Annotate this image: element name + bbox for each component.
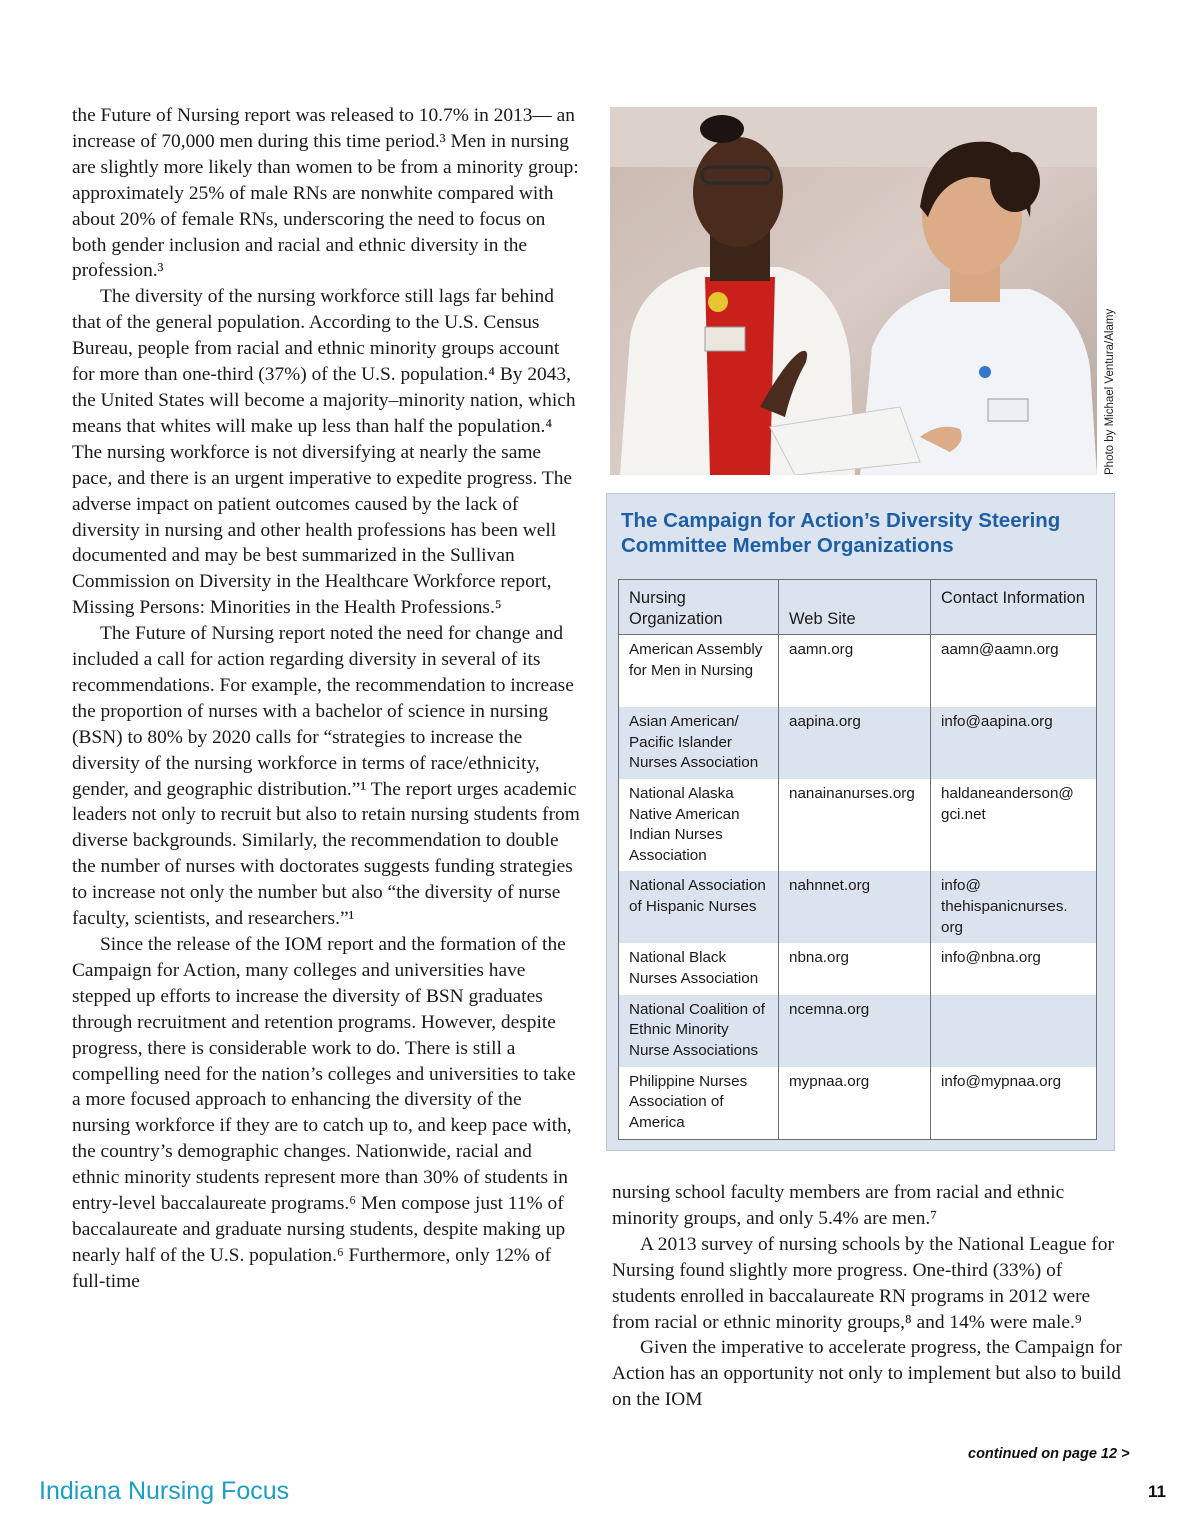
organization-contact: aamn@aamn.org [931,635,1097,708]
sidebar-title: The Campaign for Action’s Diversity Steering Committee Member Organizations [621,509,1061,557]
organizations-table [618,579,1097,1140]
table-header-row [619,580,1097,635]
continued-note: continued on page 12 > [968,1446,1130,1462]
organization-name: National Black Nurses Association [619,943,779,994]
table-row [619,635,1097,708]
organization-contact: info@ thehispanicnurses. org [931,871,1097,943]
body-paragraph: The Future of Nursing report noted the need for change and included a call for action regarding diversity in several of its recommendations. For example, the recommendation to increase the proportion of nurses with a bachelor of science in nursing (BSN) to 80% by 2020 calls for “strategies to increase the diversity of the nursing workforce in terms of race/ethnicity, gender, and geographic distribution.”¹ The report urges academic leaders not only to recruit but also to retain nursing students from diverse backgrounds. Similarly, the recommendation to double the number of nurses with doctorates suggests funding strategies to increase not only the number but also “the diversity of nurse faculty, scientists, and researchers.”¹ [72,623,580,930]
publication-title: Indiana Nursing Focus [39,1477,290,1505]
organization-contact: info@nbna.org [931,943,1097,994]
organization-name: American Assembly for Men in Nursing [619,635,779,708]
photo-credit: Photo by Michael Ventura/Alamy [1104,308,1116,475]
body-paragraph: A 2013 survey of nursing schools by the National League for Nursing found slightly more progress. One-third (33%) of students enrolled in baccalaureate RN programs in 2012 were from racial or ethnic minority groups,⁸ and 14% were male.⁹ [612,1233,1114,1333]
organization-website: mypnaa.org [779,1067,931,1140]
organization-website: ncemna.org [779,995,931,1067]
right-column [612,1180,1127,1413]
table-row [619,995,1097,1067]
organization-name: Philippine Nurses Association of America [619,1067,779,1140]
body-paragraph: The diversity of the nursing workforce still lags far behind that of the general population. According to the U.S. Census Bureau, people from racial and ethnic minority groups account for more than one-third (37%) of the U.S. population.⁴ By 2043, the United States will become a majority–minority nation, which means that whites will make up less than half the population.⁴ The nursing workforce is not diversifying at nearly the same pace, and there is an urgent imperative to expedite progress. The adverse impact on patient outcomes caused by the lack of diversity in nursing and other health professions has been well documented and may be best summarized in the Sullivan Commission on Diversity in the Healthcare Workforce report, Missing Persons: Minorities in the Health Professions.⁵ [72,286,576,619]
page-number: 11 [1148,1482,1166,1501]
organization-website: aamn.org [779,635,931,708]
body-paragraph: Since the release of the IOM report and the formation of the Campaign for Action, many colleges and universities have stepped up efforts to increase the diversity of BSN graduates through recruitment and retention programs. However, despite progress, there is considerable work to do. There is still a compelling need for the nation’s colleges and universities to take a more focused approach to enhancing the diversity of the nursing workforce if they are to catch up to, and keep pace with, the country’s demographic changes. Nationwide, racial and ethnic minority students represent more than 30% of students in entry-level baccalaureate programs.⁶ Men compose just 11% of baccalaureate and graduate nursing students, despite making up nearly half of the U.S. population.⁶ Furthermore, only 12% of full-time [72,934,576,1292]
column-header: Contact Information [931,580,1097,635]
table-row [619,871,1097,943]
left-column [72,103,582,1295]
table-row [619,779,1097,871]
column-header: Nursing Organization [619,580,779,635]
organization-contact: haldaneanderson@ gci.net [931,779,1097,871]
organization-name: National Coalition of Ethnic Minority Nurse Associations [619,995,779,1067]
nurses-photo [610,107,1097,475]
body-paragraph: nursing school faculty members are from racial and ethnic minority groups, and only 5.4% are men.⁷ [612,1182,1065,1229]
organization-website: aapina.org [779,707,931,779]
organization-website: nanainanurses.org [779,779,931,871]
organization-website: nbna.org [779,943,931,994]
table-row [619,1067,1097,1140]
organization-contact: info@mypnaa.org [931,1067,1097,1140]
diversity-committee-sidebar [606,493,1115,1151]
nurses-photo-illustration [610,107,1097,475]
organization-name: National Alaska Native American Indian Nurses Association [619,779,779,871]
body-paragraph: Given the imperative to accelerate progress, the Campaign for Action has an opportunity not only to implement but also to build on the IOM [612,1337,1122,1411]
organization-contact [931,995,1097,1067]
column-header: Web Site [779,580,931,635]
organization-contact: info@aapina.org [931,707,1097,779]
body-paragraph: the Future of Nursing report was released to 10.7% in 2013— an increase of 70,000 men during this time period.³ Men in nursing are slightly more likely than women to be from a minority group: approximately 25% of male RNs are nonwhite compared with about 20% of female RNs, underscoring the need to focus on both gender inclusion and racial and ethnic diversity in the profession.³ [72,105,579,282]
organization-name: Asian American/ Pacific Islander Nurses Association [619,707,779,779]
organization-name: National Association of Hispanic Nurses [619,871,779,943]
table-row [619,943,1097,994]
organization-website: nahnnet.org [779,871,931,943]
table-row [619,707,1097,779]
